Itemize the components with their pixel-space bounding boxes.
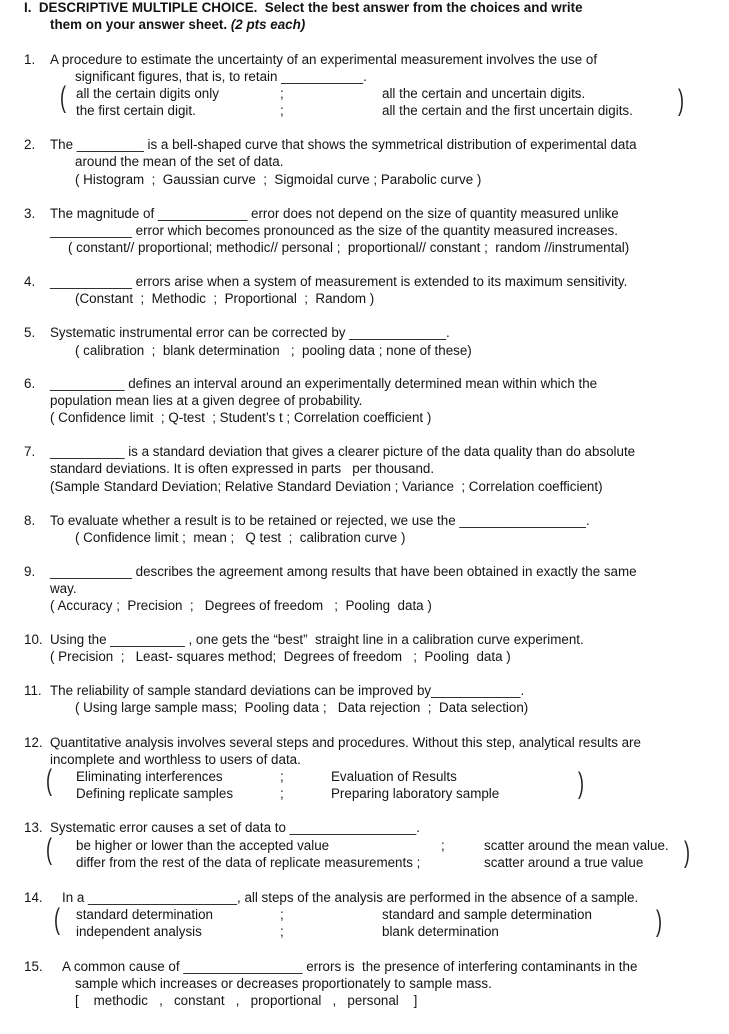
question-12-option-d: Preparing laboratory sample (331, 786, 500, 801)
question-2-text-cont: around the mean of the set of data. (75, 154, 284, 169)
question-9-text-cont: way. (50, 581, 77, 596)
question-12-option-c: Defining replicate samples (76, 786, 234, 801)
option-separator: ; (280, 907, 284, 922)
question-7-text-cont: standard deviations. It is often expressed in parts per thousand. (50, 461, 435, 476)
question-4-text: ___________ errors arise when a system of measurement is extended to its maximum sensitivity. (50, 274, 628, 289)
question-1-text: A procedure to estimate the uncertainty of an experimental measurement involves the use of (50, 52, 598, 67)
question-13-text: Systematic error causes a set of data to _________________. (50, 820, 420, 835)
left-brace: ( (46, 833, 52, 866)
question-12-number: 12. (24, 735, 43, 750)
question-1-option-c: the first certain digit. (76, 103, 196, 118)
question-15-text-cont: sample which increases or decreases proportionately to sample mass. (75, 976, 492, 991)
question-3-choices: ( constant// proportional; methodic// personal ; proportional// constant ; random //instrumental) (68, 240, 630, 255)
question-6-choices: ( Confidence limit ; Q-test ; Student’s t ; Correlation coefficient ) (50, 410, 432, 425)
question-10-number: 10. (24, 632, 43, 647)
question-6-number: 6. (24, 376, 36, 391)
question-7-choices: (Sample Standard Deviation; Relative Standard Deviation ; Variance ; Correlation coefficient) (50, 479, 603, 494)
section-heading: I. DESCRIPTIVE MULTIPLE CHOICE. Select the best answer from the choices and write (24, 0, 583, 15)
question-13-option-d: scatter around a true value (484, 855, 644, 870)
option-separator: ; (280, 924, 284, 939)
question-1-option-d: all the certain and the first uncertain digits. (382, 103, 633, 118)
option-separator: ; (280, 786, 284, 801)
question-5-choices: ( calibration ; blank determination ; pooling data ; none of these) (75, 343, 472, 358)
question-8-text: To evaluate whether a result is to be retained or rejected, we use the _________________. (50, 513, 590, 528)
question-8-choices: ( Confidence limit ; mean ; Q test ; calibration curve ) (75, 530, 406, 545)
question-13-number: 13. (24, 820, 43, 835)
question-6-text-cont: population mean lies at a given degree of probability. (50, 393, 363, 408)
question-9-number: 9. (24, 564, 36, 579)
option-separator: ; (280, 103, 284, 118)
right-brace: ) (678, 84, 684, 117)
right-brace: ) (578, 767, 584, 800)
question-13-option-a: be higher or lower than the accepted value (76, 838, 330, 853)
question-14-number: 14. (24, 890, 43, 905)
instructions-text: them on your answer sheet. (50, 17, 231, 32)
option-separator: ; (280, 769, 284, 784)
question-2-text: The _________ is a bell-shaped curve that shows the symmetrical distribution of experimental data (50, 137, 637, 152)
question-8-number: 8. (24, 513, 36, 528)
question-15-choices: [ methodic , constant , proportional , personal ] (75, 993, 418, 1008)
question-14-option-d: blank determination (382, 924, 499, 939)
left-brace: ( (60, 81, 66, 114)
question-2-number: 2. (24, 137, 36, 152)
question-7-text: __________ is a standard deviation that gives a clearer picture of the data quality than do absolute (50, 444, 636, 459)
question-15-number: 15. (24, 959, 43, 974)
question-12-option-b: Evaluation of Results (331, 769, 457, 784)
option-separator: ; (441, 838, 445, 853)
question-3-text: The magnitude of ____________ error does not depend on the size of quantity measured unlike (50, 206, 619, 221)
question-3-text-cont: ___________ error which becomes pronounced as the size of the quantity measured increases. (50, 223, 618, 238)
question-5-number: 5. (24, 325, 36, 340)
question-1-option-a: all the certain digits only (76, 86, 219, 101)
question-3-number: 3. (24, 206, 36, 221)
left-brace: ( (54, 903, 60, 936)
left-brace: ( (46, 764, 52, 797)
question-14-text: In a ____________________, all steps of the analysis are performed in the absence of a sample. (62, 890, 639, 905)
question-1-text-cont: significant figures, that is, to retain ___________. (75, 69, 367, 84)
question-10-text: Using the __________ , one gets the “best” straight line in a calibration curve experiment. (50, 632, 584, 647)
question-13-option-b: scatter around the mean value. (484, 838, 669, 853)
question-9-text: ___________ describes the agreement among results that have been obtained in exactly the same (50, 564, 637, 579)
question-13-option-c: differ from the rest of the data of replicate measurements ; (76, 855, 421, 870)
question-11-text: The reliability of sample standard deviations can be improved by____________. (50, 683, 525, 698)
question-11-choices: ( Using large sample mass; Pooling data ; Data rejection ; Data selection) (75, 700, 529, 715)
question-12-option-a: Eliminating interferences (76, 769, 223, 784)
question-11-number: 11. (24, 683, 42, 698)
section-instructions (50, 17, 305, 33)
option-separator: ; (280, 86, 284, 101)
question-10-choices: ( Precision ; Least- squares method; Degrees of freedom ; Pooling data ) (50, 649, 511, 664)
question-1-number: 1. (24, 52, 36, 67)
question-4-choices: (Constant ; Methodic ; Proportional ; Random ) (75, 291, 375, 306)
right-brace: ) (656, 905, 662, 938)
question-14-option-b: standard and sample determination (382, 907, 592, 922)
question-9-choices: ( Accuracy ; Precision ; Degrees of freedom ; Pooling data ) (50, 598, 432, 613)
question-2-choices: ( Histogram ; Gaussian curve ; Sigmoidal curve ; Parabolic curve ) (75, 172, 482, 187)
points-note: (2 pts each) (230, 17, 306, 32)
question-1-option-b: all the certain and uncertain digits. (382, 86, 586, 101)
question-4-number: 4. (24, 274, 36, 289)
question-14-option-c: independent analysis (76, 924, 202, 939)
question-14-option-a: standard determination (76, 907, 213, 922)
question-15-text: A common cause of ________________ errors is the presence of interfering contaminants in the (62, 959, 638, 974)
question-12-text-cont: incomplete and worthless to users of data. (50, 752, 301, 767)
question-5-text: Systematic instrumental error can be corrected by _____________. (50, 325, 450, 340)
question-6-text: __________ defines an interval around an experimentally determined mean within which the (50, 376, 598, 391)
right-brace: ) (684, 836, 690, 869)
question-7-number: 7. (24, 444, 36, 459)
question-12-text: Quantitative analysis involves several steps and procedures. Without this step, analytical results are (50, 735, 641, 750)
